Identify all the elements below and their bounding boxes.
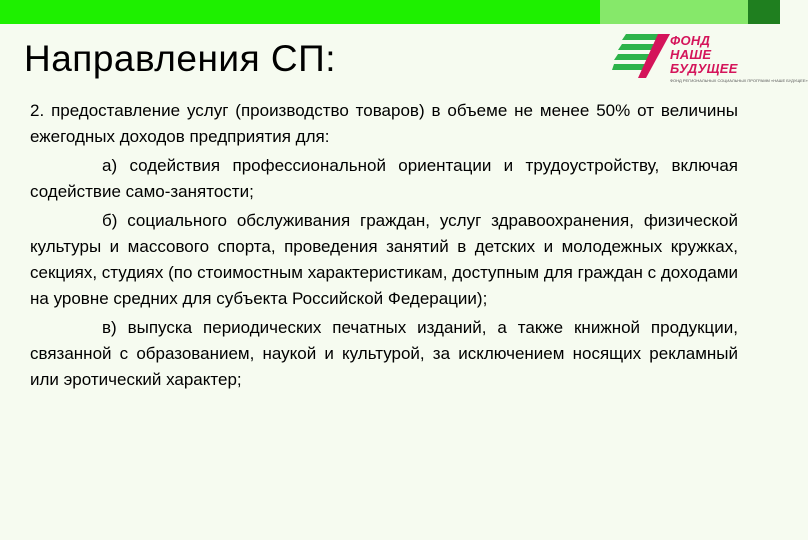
slide-title: Направления СП: — [24, 38, 336, 79]
body-text — [30, 98, 738, 396]
top-bar-light-segment — [600, 0, 748, 24]
fund-logo — [612, 30, 808, 86]
logo-text-line2: НАШЕ — [670, 47, 712, 62]
paragraph-c: в) выпуска периодических печатных изданий, а также книжной продукции, связанной с образованием, наукой и культурой, за исключением носящих рекламный или эротический характер; — [30, 318, 738, 389]
top-color-bar — [0, 0, 780, 24]
paragraph-a: а) содействия профессиональной ориентации и трудоустройству, включая содействие само-занятости; — [30, 156, 738, 201]
top-bar-main-segment — [0, 0, 600, 24]
logo-text-line1: ФОНД — [670, 33, 711, 48]
paragraph-b: б) социального обслуживания граждан, услуг здравоохранения, физической культуры и массового спорта, проведения занятий в детских и молодежных кружках, секциях, студиях (по стоимостным характеристикам, доступным для граждан с доходами на уровне средних для субъекта Российской Федерации); — [30, 211, 738, 308]
paragraph-intro: 2. предоставление услуг (производство товаров) в объеме не менее 50% от величины ежегодных доходов предприятия для: — [30, 101, 738, 146]
logo-tagline: ФОНД РЕГИОНАЛЬНЫХ СОЦИАЛЬНЫХ ПРОГРАММ «НАШЕ БУДУЩЕЕ» — [670, 78, 808, 83]
logo-text-line3: БУДУЩЕЕ — [670, 61, 738, 76]
top-bar-dark-segment — [748, 0, 780, 24]
logo-stripes-icon — [612, 30, 672, 80]
